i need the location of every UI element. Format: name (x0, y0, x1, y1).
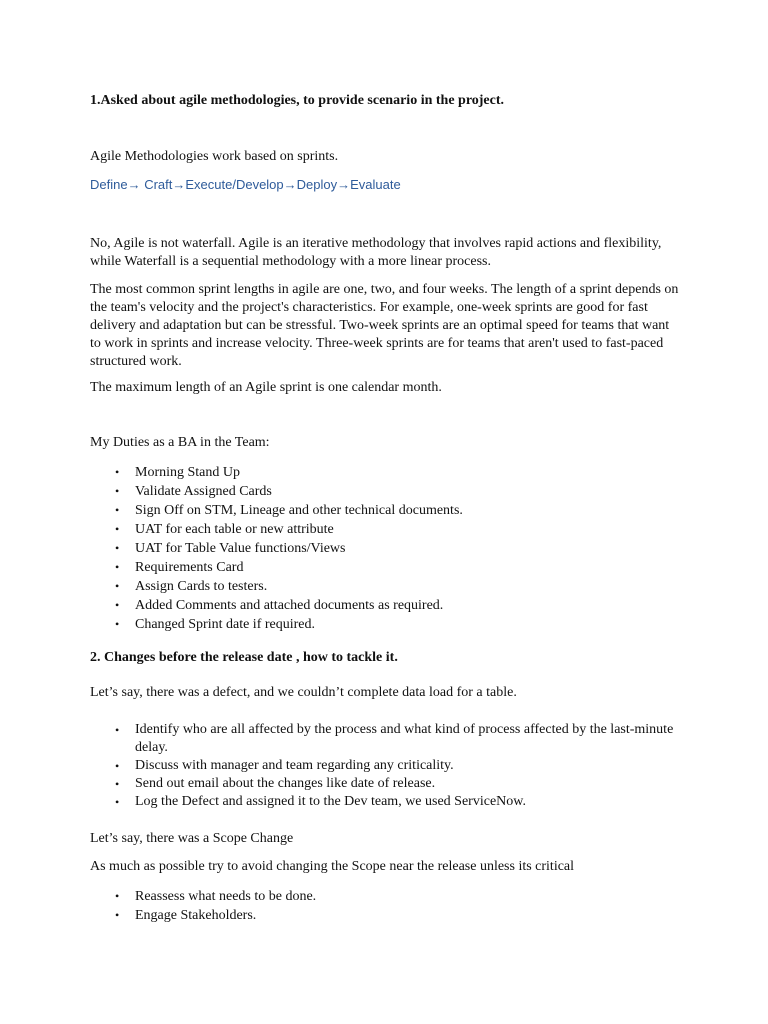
list-item: • Sign Off on STM, Lineage and other technical documents. (115, 503, 463, 518)
list-item: • Engage Stakeholders. (115, 908, 257, 923)
list-item: • Identify who are all affected by the process and what kind of process affected by the last-minute delay. (115, 722, 674, 755)
scope-steps-list (90, 887, 316, 925)
list-item: • Requirements Card (115, 560, 244, 575)
bullet-icon: • (115, 522, 120, 536)
waterfall-paragraph: No, Agile is not waterfall. Agile is an iterative methodology that involves rapid actions and flexibility, while Waterfall is a sequential methodology with a more linear process. (90, 236, 662, 269)
bullet-icon: • (115, 484, 120, 498)
bullet-icon: • (115, 889, 120, 903)
list-item: • Validate Assigned Cards (115, 484, 272, 499)
agile-flow: Define→ Craft→Execute/Develop→Deploy→Evaluate (90, 177, 401, 192)
section-1-heading: 1.Asked about agile methodologies, to provide scenario in the project. (90, 93, 505, 108)
scope-note: As much as possible try to avoid changing the Scope near the release unless its critical (90, 859, 575, 874)
section-2-heading: 2. Changes before the release date , how to tackle it. (90, 650, 398, 665)
list-item: • Assign Cards to testers. (115, 579, 268, 594)
bullet-icon: • (115, 617, 120, 631)
defect-intro: Let’s say, there was a defect, and we couldn’t complete data load for a table. (90, 685, 517, 700)
bullet-icon: • (115, 795, 120, 809)
bullet-icon: • (115, 579, 120, 593)
list-item: • Send out email about the changes like date of release. (115, 776, 436, 791)
bullet-icon: • (115, 598, 120, 612)
scope-intro: Let’s say, there was a Scope Change (90, 831, 294, 846)
list-item: • Added Comments and attached documents as required. (115, 598, 444, 613)
list-item: • UAT for Table Value functions/Views (115, 541, 346, 556)
list-item: • UAT for each table or new attribute (115, 522, 334, 537)
defect-steps-list (90, 721, 680, 811)
bullet-icon: • (115, 777, 120, 791)
bullet-icon: • (115, 759, 120, 773)
bullet-icon: • (115, 541, 120, 555)
list-item: • Log the Defect and assigned it to the Dev team, we used ServiceNow. (115, 794, 526, 809)
agile-intro: Agile Methodologies work based on sprints. (90, 149, 339, 164)
duties-list (90, 463, 463, 634)
bullet-icon: • (115, 560, 120, 574)
list-item: • Discuss with manager and team regarding any criticality. (115, 758, 454, 773)
bullet-icon: • (115, 465, 120, 479)
bullet-icon: • (115, 503, 120, 517)
list-item: • Changed Sprint date if required. (115, 617, 316, 632)
list-item: • Reassess what needs to be done. (115, 889, 317, 904)
max-sprint-paragraph: The maximum length of an Agile sprint is one calendar month. (90, 380, 442, 395)
duties-title: My Duties as a BA in the Team: (90, 435, 270, 450)
bullet-icon: • (115, 723, 120, 737)
bullet-icon: • (115, 908, 120, 922)
list-item: • Morning Stand Up (115, 465, 240, 480)
sprint-length-paragraph: The most common sprint lengths in agile are one, two, and four weeks. The length of a sprint depends on the team's velocity and the project's characteristics. For example, one-week sprints are good for fast delivery and adaptation but can be stressful. Two-week sprints are an optimal speed for teams that want to work in sprints and increase velocity. Three-week sprints are for teams that aren't used to fast-paced structured work. (90, 282, 679, 369)
